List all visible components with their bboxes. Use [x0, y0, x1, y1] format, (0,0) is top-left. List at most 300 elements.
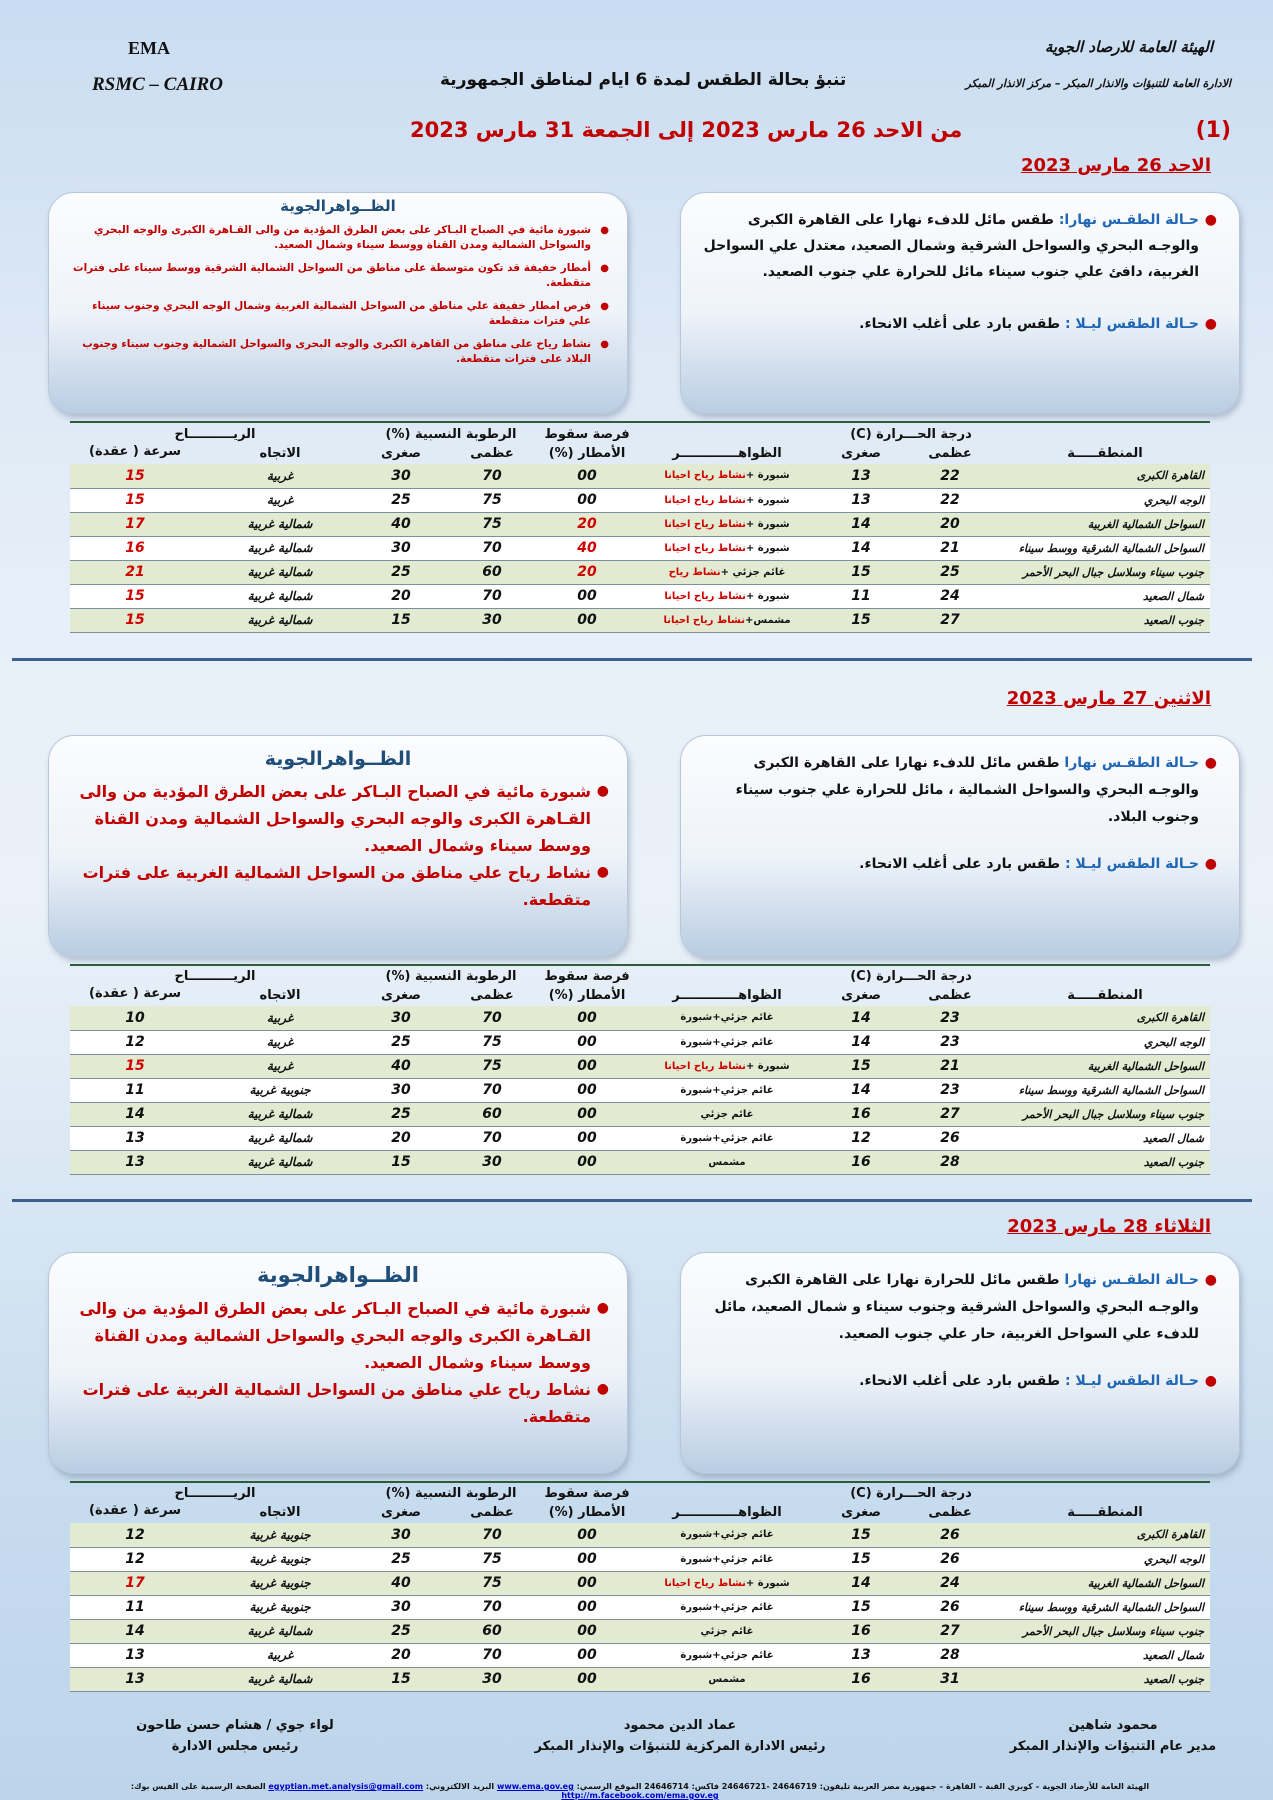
region-cell: السواحل الشمالية الغربية — [1000, 1054, 1210, 1078]
temp-min-cell: 14 — [822, 1030, 900, 1054]
region-header: المنطقـــــة — [1067, 446, 1143, 461]
temp-min-cell: 14 — [822, 1006, 900, 1030]
humidity-min-cell: 30 — [360, 1006, 442, 1030]
region-cell: القاهرة الكبرى — [1000, 1523, 1210, 1547]
temp-max-cell: 26 — [900, 1595, 1000, 1619]
rain-cell: 00 — [542, 1126, 632, 1150]
rain-cell: 00 — [542, 464, 632, 488]
temp-min-cell: 16 — [822, 1667, 900, 1691]
rain-cell: 00 — [542, 584, 632, 608]
table-row — [70, 560, 1210, 584]
humidity-max-cell: 70 — [442, 1006, 542, 1030]
phenomena-main: غائم جزئي+شبورة — [680, 1036, 774, 1048]
wind-direction-cell: غربية — [200, 488, 360, 512]
humidity-max-cell: 75 — [442, 1054, 542, 1078]
wind-speed-cell: 12 — [70, 1547, 200, 1571]
wind-speed-cell: 12 — [70, 1030, 200, 1054]
rain-cell: 40 — [542, 536, 632, 560]
rain-cell: 00 — [542, 1619, 632, 1643]
bullet-icon: ● — [596, 864, 609, 880]
region-cell: السواحل الشمالية الغربية — [1000, 1571, 1210, 1595]
wind-speed-cell: 17 — [70, 512, 200, 536]
wind-direction-cell: شمالية غربية — [200, 536, 360, 560]
phenomena-item: ● شبورة مائية في الصباح البـاكر على بعض الطرق المؤدية من والى القـاهرة الكبرى والوجه البحري والسواحل الشمالية ومدن القناة ووسط سيناء وشمال الصعيد. — [67, 1295, 609, 1376]
rain-cell: 00 — [542, 1523, 632, 1547]
table-row — [70, 512, 1210, 536]
phenomena-item: ● شبورة مائية في الصباح البـاكر على بعض الطرق المؤدية من والى القـاهرة الكبرى والوجه البحري والسواحل الشمالية ومدن القناة ووسط سيناء وشمال الصعيد. — [67, 778, 609, 859]
table-header-row — [70, 985, 1210, 1006]
phenomena-wind: نشاط رياح احيانا — [664, 1577, 746, 1589]
rain-cell: 00 — [542, 488, 632, 512]
humidity-max-cell: 70 — [442, 464, 542, 488]
humidity-min-cell: 20 — [360, 584, 442, 608]
phenomena-main: شبورة + — [745, 470, 790, 482]
rain-cell: 00 — [542, 1643, 632, 1667]
wind-header: الريــــــــــاح — [174, 1486, 256, 1501]
temp-min-header: صغرى — [841, 446, 881, 461]
wind-speed-header: سرعة ( عقدة) — [89, 444, 181, 459]
phenomena-cell — [632, 1547, 822, 1571]
temp-max-cell: 21 — [900, 1054, 1000, 1078]
humidity-max-cell: 75 — [442, 1030, 542, 1054]
temp-min-cell: 16 — [822, 1619, 900, 1643]
wind-direction-cell: شمالية غربية — [200, 1150, 360, 1174]
humidity-max-cell: 60 — [442, 1102, 542, 1126]
temp-max-cell: 20 — [900, 512, 1000, 536]
bullet-icon: ● — [1204, 316, 1217, 332]
humidity-min-header: صغرى — [381, 1505, 421, 1520]
table-top-line — [70, 1481, 1210, 1483]
temp-min-cell: 16 — [822, 1102, 900, 1126]
phenomena-cell — [632, 1126, 822, 1150]
humidity-min-cell: 40 — [360, 1571, 442, 1595]
table-row — [70, 1006, 1210, 1030]
signature-name: محمود شاهين — [1068, 1718, 1158, 1733]
region-cell: جنوب الصعيد — [1000, 1667, 1210, 1691]
phenomena-item: ● نشاط رياح على مناطق من القاهرة الكبرى والوجه البحرى والسواحل الشمالية وجنوب سيناء وجنوب البلاد على فترات متقطعة. — [82, 338, 609, 365]
rain-chance-header: فرصة سقوط — [544, 969, 630, 984]
bullet-icon: ● — [1204, 212, 1217, 228]
rain-cell: 20 — [542, 560, 632, 584]
humidity-header: الرطوبة النسبية (%) — [385, 1486, 517, 1501]
bullet-icon: ● — [600, 339, 609, 350]
wind-header: الريــــــــــاح — [174, 969, 256, 984]
day-state-text: طقس مائل للحرارة نهارا على القاهرة الكبرى والوجـه البحري والسواحل الشرقية وجنوب سيناء و شمال الصعيد، مائل للدفء علي السواحل الغربية، حار علي جنوب الصعيد. — [714, 1272, 1199, 1342]
temp-max-header: عظمى — [928, 988, 972, 1003]
temp-max-cell: 24 — [900, 584, 1000, 608]
temp-min-cell: 14 — [822, 1078, 900, 1102]
phenomena-cell — [632, 1054, 822, 1078]
humidity-header: الرطوبة النسبية (%) — [385, 969, 517, 984]
table-row — [70, 1102, 1210, 1126]
temp-max-header: عظمى — [928, 1505, 972, 1520]
table-row — [70, 464, 1210, 488]
wind-direction-cell: جنوبية غربية — [200, 1547, 360, 1571]
humidity-min-header: صغرى — [381, 988, 421, 1003]
wind-speed-cell: 11 — [70, 1595, 200, 1619]
humidity-max-cell: 70 — [442, 1523, 542, 1547]
wind-speed-header: سرعة ( عقدة) — [89, 1503, 181, 1518]
bullet-icon: ● — [596, 1300, 609, 1316]
phenomena-cell — [632, 1643, 822, 1667]
wind-direction-header: الاتجاه — [259, 1505, 301, 1520]
region-cell: السواحل الشمالية الغربية — [1000, 512, 1210, 536]
day-state-item — [699, 207, 1217, 285]
phenomena-main: مشمس — [708, 1673, 746, 1685]
header-department: الادارة العامة للتنبؤات والانذار المبكر – مركز الانذار المبكر — [965, 77, 1231, 90]
wind-direction-cell: شمالية غربية — [200, 1667, 360, 1691]
wind-speed-cell: 14 — [70, 1102, 200, 1126]
region-cell: الوجه البحري — [1000, 1030, 1210, 1054]
table-header-row — [70, 968, 1210, 985]
day-state-text: طقس مائل للدفء نهارا على القاهرة الكبرى والوجـه البحري والسواحل الشمالية ، مائل للحرارة علي جنوب سيناء وجنوب البلاد. — [735, 755, 1199, 825]
wind-speed-header: سرعة ( عقدة) — [89, 986, 181, 1001]
humidity-max-cell: 30 — [442, 608, 542, 632]
phenomena-cell — [632, 608, 822, 632]
phenomena-item: ● فرص امطار خفيفة علي مناطق من السواحل الشمالية الغربية وشمال الوجه البحري وجنوب سيناء علي فترات متقطعة — [92, 300, 609, 327]
humidity-max-cell: 70 — [442, 1078, 542, 1102]
phenomena-item: ● شبورة مائية في الصباح البـاكر على بعض الطرق المؤدية من والى القـاهرة الكبرى والوجه البحري والسواحل الشمالية ومدن القناة ووسط سيناء وشمال الصعيد. — [93, 224, 609, 251]
phenomena-header: الظواهـــــــــــــر — [672, 446, 782, 461]
temp-max-cell: 24 — [900, 1571, 1000, 1595]
rain-cell: 00 — [542, 1102, 632, 1126]
wind-direction-cell: شمالية غربية — [200, 1126, 360, 1150]
wind-direction-cell: غربية — [200, 1030, 360, 1054]
phenomena-title: الظــواهرالجوية — [280, 197, 396, 215]
bullet-icon: ● — [600, 263, 609, 274]
phenomena-title: الظــواهرالجوية — [257, 1263, 419, 1287]
temp-max-cell: 23 — [900, 1006, 1000, 1030]
rain-cell: 00 — [542, 1571, 632, 1595]
phenomena-box — [48, 192, 628, 414]
temp-min-cell: 15 — [822, 1547, 900, 1571]
rain-percent-header: الأمطار (%) — [548, 988, 626, 1003]
wind-direction-cell: شمالية غربية — [200, 1102, 360, 1126]
humidity-header: الرطوبة النسبية (%) — [385, 427, 517, 442]
phenomena-cell — [632, 1595, 822, 1619]
table-row — [70, 584, 1210, 608]
region-cell: القاهرة الكبرى — [1000, 1006, 1210, 1030]
region-cell: جنوب الصعيد — [1000, 608, 1210, 632]
phenomena-item: ● أمطار خفيفة قد تكون متوسطة على مناطق من السواحل الشمالية الشرقية ووسط سيناء على فترات متقطعة. — [73, 262, 609, 289]
table-top-line — [70, 964, 1210, 966]
page-title: تنبؤ بحالة الطقس لمدة 6 ايام لمناطق الجمهورية — [440, 70, 847, 90]
phenomena-main: غائم جزئي+شبورة — [680, 1553, 774, 1565]
th-blank — [1000, 426, 1210, 443]
phenomena-main: مشمس+ — [744, 614, 791, 626]
wind-direction-cell: غربية — [200, 1643, 360, 1667]
wind-speed-cell: 13 — [70, 1643, 200, 1667]
phenomena-main: شبورة + — [745, 494, 790, 506]
temp-min-cell: 14 — [822, 536, 900, 560]
phenomena-cell — [632, 1150, 822, 1174]
temp-min-cell: 15 — [822, 1595, 900, 1619]
humidity-min-cell: 40 — [360, 1054, 442, 1078]
region-cell: شمال الصعيد — [1000, 1126, 1210, 1150]
signature-left — [70, 1718, 400, 1754]
humidity-max-cell: 75 — [442, 512, 542, 536]
table-row — [70, 608, 1210, 632]
night-state-item — [699, 311, 1217, 337]
humidity-min-cell: 25 — [360, 1619, 442, 1643]
wind-speed-cell: 15 — [70, 464, 200, 488]
temp-min-cell: 15 — [822, 1523, 900, 1547]
humidity-max-cell: 70 — [442, 1643, 542, 1667]
phenomena-item: ● نشاط رياح علي مناطق من السواحل الشمالية الغربية على فترات متقطعة. — [67, 1376, 609, 1430]
wind-speed-cell: 10 — [70, 1006, 200, 1030]
forecast-table — [70, 1485, 1210, 1692]
forecast-table — [70, 968, 1210, 1175]
region-cell: شمال الصعيد — [1000, 584, 1210, 608]
temp-max-header: عظمى — [928, 446, 972, 461]
temp-max-cell: 27 — [900, 1619, 1000, 1643]
humidity-min-cell: 25 — [360, 1102, 442, 1126]
phenomena-wind: نشاط رياح احيانا — [664, 494, 746, 506]
temp-min-cell: 13 — [822, 464, 900, 488]
phenomena-cell — [632, 1523, 822, 1547]
humidity-min-cell: 15 — [360, 608, 442, 632]
phenomena-wind: نشاط رياح احيانا — [663, 614, 745, 626]
footer — [60, 1782, 1220, 1800]
phenomena-wind: نشاط رياح احيانا — [664, 470, 746, 482]
signature-right — [983, 1718, 1243, 1754]
phenomena-title: الظــواهرالجوية — [264, 748, 412, 770]
bullet-icon: ● — [1204, 1272, 1217, 1288]
signature-name: لواء جوي / هشام حسن طاحون — [136, 1718, 334, 1733]
phenomena-main: غائم جزئي — [700, 1108, 754, 1120]
bullet-icon: ● — [600, 301, 609, 312]
th-blank — [632, 426, 822, 443]
table-row — [70, 1030, 1210, 1054]
bullet-icon: ● — [600, 225, 609, 236]
humidity-min-cell: 20 — [360, 1643, 442, 1667]
facebook-link[interactable]: http://m.facebook.com/ema.gov.eg — [561, 1791, 719, 1800]
humidity-max-header: عظمى — [470, 446, 514, 461]
phenomena-main: غائم جزئي — [700, 1625, 754, 1637]
temp-min-header: صغرى — [841, 1505, 881, 1520]
page-number: (1) — [1195, 118, 1231, 143]
phenomena-cell — [632, 584, 822, 608]
rain-cell: 00 — [542, 1006, 632, 1030]
temp-min-cell: 14 — [822, 512, 900, 536]
region-cell: جنوب سيناء وسلاسل جبال البحر الأحمر — [1000, 1102, 1210, 1126]
bullet-icon: ● — [1204, 755, 1217, 771]
temp-max-cell: 31 — [900, 1667, 1000, 1691]
region-cell: جنوب الصعيد — [1000, 1150, 1210, 1174]
phenomena-main: غائم جزئي+شبورة — [680, 1132, 774, 1144]
table-row — [70, 1078, 1210, 1102]
day-title: الاثنين 27 مارس 2023 — [1006, 688, 1211, 709]
humidity-max-cell: 70 — [442, 1126, 542, 1150]
email-link[interactable]: egyptian.met.analysis@gmail.com — [268, 1782, 424, 1791]
wind-direction-header: الاتجاه — [259, 988, 301, 1003]
wind-speed-cell: 13 — [70, 1667, 200, 1691]
region-cell: الوجه البحري — [1000, 488, 1210, 512]
temp-max-cell: 27 — [900, 608, 1000, 632]
humidity-max-cell: 75 — [442, 1571, 542, 1595]
table-row — [70, 1054, 1210, 1078]
temp-max-cell: 23 — [900, 1078, 1000, 1102]
phenomena-cell — [632, 512, 822, 536]
table-row — [70, 1523, 1210, 1547]
humidity-min-cell: 15 — [360, 1667, 442, 1691]
section-divider — [12, 658, 1252, 661]
rain-cell: 00 — [542, 1150, 632, 1174]
wind-header: الريــــــــــاح — [174, 427, 256, 442]
wind-direction-cell: جنوبية غربية — [200, 1571, 360, 1595]
day-state-label: حـالة الطقـس نهارا — [1064, 1272, 1199, 1288]
phenomena-cell — [632, 1619, 822, 1643]
website-link[interactable]: www.ema.gov.eg — [496, 1782, 574, 1791]
phenomena-main: شبورة + — [745, 518, 790, 530]
phenomena-main: غائم جزئي+شبورة — [680, 1084, 774, 1096]
temp-max-cell: 21 — [900, 536, 1000, 560]
humidity-max-cell: 70 — [442, 1595, 542, 1619]
wind-speed-cell: 13 — [70, 1150, 200, 1174]
wind-speed-cell: 14 — [70, 1619, 200, 1643]
phenomena-header: الظواهـــــــــــــر — [672, 1505, 782, 1520]
table-row — [70, 1595, 1210, 1619]
signature-title: رئيس مجلس الادارة — [171, 1739, 299, 1754]
wind-speed-cell: 15 — [70, 608, 200, 632]
wind-direction-cell: شمالية غربية — [200, 1619, 360, 1643]
phenomena-cell — [632, 560, 822, 584]
wind-direction-cell: غربية — [200, 464, 360, 488]
temp-max-cell: 26 — [900, 1547, 1000, 1571]
phenomena-cell — [632, 464, 822, 488]
day-title: الثلاثاء 28 مارس 2023 — [1007, 1216, 1211, 1237]
table-row — [70, 1150, 1210, 1174]
humidity-max-cell: 30 — [442, 1150, 542, 1174]
humidity-max-cell: 70 — [442, 584, 542, 608]
phenomena-wind: نشاط رياح — [668, 566, 721, 578]
temp-min-cell: 11 — [822, 584, 900, 608]
table-header-row — [70, 443, 1210, 464]
region-cell: السواحل الشمالية الشرقية ووسط سيناء — [1000, 1078, 1210, 1102]
humidity-min-cell: 40 — [360, 512, 442, 536]
table-row — [70, 1667, 1210, 1691]
humidity-max-cell: 75 — [442, 488, 542, 512]
rain-cell: 00 — [542, 1054, 632, 1078]
temp-min-cell: 13 — [822, 1643, 900, 1667]
wind-speed-cell: 17 — [70, 1571, 200, 1595]
rain-cell: 20 — [542, 512, 632, 536]
wind-speed-cell: 11 — [70, 1078, 200, 1102]
phenomena-main: غائم جزئي+شبورة — [680, 1649, 774, 1661]
rain-cell: 00 — [542, 1030, 632, 1054]
humidity-max-cell: 60 — [442, 560, 542, 584]
temperature-header: درجة الحـــرارة (C) — [850, 1486, 972, 1501]
th-blank — [632, 1485, 822, 1502]
table-header-row — [70, 1485, 1210, 1502]
signature-title: مدير عام التنبؤات والإنذار المبكر — [1009, 1739, 1217, 1754]
wind-speed-cell: 15 — [70, 488, 200, 512]
day-state-text: طقس مائل للدفء نهارا على القاهرة الكبرى والوجـه البحري والسواحل الشرقية وشمال الصعيد، معتدل علي السواحل الغربية، دافئ علي جنوب سيناء مائل للحرارة علي جنوب الصعيد. — [703, 212, 1199, 280]
table-row — [70, 1571, 1210, 1595]
phenomena-wind: نشاط رياح احيانا — [664, 590, 746, 602]
table-header-row — [70, 1502, 1210, 1523]
rain-percent-header: الأمطار (%) — [548, 1505, 626, 1520]
temp-min-header: صغرى — [841, 988, 881, 1003]
phenomena-cell — [632, 1006, 822, 1030]
rain-chance-header: فرصة سقوط — [544, 1486, 630, 1501]
facebook-label: الصفحة الرسمية على الفيس بوك: — [130, 1782, 266, 1791]
forecast-table — [70, 426, 1210, 633]
temp-max-cell: 25 — [900, 560, 1000, 584]
wind-direction-cell: شمالية غربية — [200, 584, 360, 608]
temp-min-cell: 15 — [822, 608, 900, 632]
night-state-item — [699, 851, 1217, 878]
rain-percent-header: الأمطار (%) — [548, 446, 626, 461]
section-divider — [12, 1199, 1252, 1202]
temp-min-cell: 12 — [822, 1126, 900, 1150]
region-cell: شمال الصعيد — [1000, 1643, 1210, 1667]
humidity-max-cell: 75 — [442, 1547, 542, 1571]
weather-state-box — [680, 1252, 1240, 1474]
phenomena-wind: نشاط رياح احيانا — [664, 518, 746, 530]
wind-direction-cell: جنوبية غربية — [200, 1595, 360, 1619]
humidity-max-cell: 70 — [442, 536, 542, 560]
wind-direction-cell: غربية — [200, 1006, 360, 1030]
email-label: البريد الالكتروني: — [425, 1782, 495, 1791]
night-state-text: طقس بارد على أغلب الانحاء. — [859, 316, 1061, 332]
phenomena-main: مشمس — [708, 1156, 746, 1168]
phenomena-main: شبورة + — [745, 590, 790, 602]
phenomena-cell — [632, 1078, 822, 1102]
temp-max-cell: 26 — [900, 1126, 1000, 1150]
region-header: المنطقـــــة — [1067, 1505, 1143, 1520]
bullet-icon: ● — [596, 783, 609, 799]
phenomena-header: الظواهـــــــــــــر — [672, 988, 782, 1003]
night-state-label: حـالة الطقس ليـلا : — [1064, 856, 1199, 872]
temp-max-cell: 23 — [900, 1030, 1000, 1054]
region-cell: السواحل الشمالية الشرقية ووسط سيناء — [1000, 536, 1210, 560]
phenomena-main: غائم جزئي+شبورة — [680, 1529, 774, 1541]
wind-speed-cell: 12 — [70, 1523, 200, 1547]
header-rsmc: RSMC – CAIRO — [92, 74, 223, 95]
wind-direction-header: الاتجاه — [259, 446, 301, 461]
day-state-item — [699, 750, 1217, 831]
header-ema: EMA — [128, 38, 170, 58]
th-blank — [1000, 968, 1210, 985]
weather-state-box — [680, 735, 1240, 957]
night-state-text: طقس بارد على أغلب الانحاء. — [859, 856, 1061, 872]
day-title: الاحد 26 مارس 2023 — [1020, 155, 1211, 176]
temp-max-cell: 27 — [900, 1102, 1000, 1126]
temp-min-cell: 13 — [822, 488, 900, 512]
region-header: المنطقـــــة — [1067, 988, 1143, 1003]
temp-max-cell: 28 — [900, 1150, 1000, 1174]
phenomena-cell — [632, 1102, 822, 1126]
temp-min-cell: 16 — [822, 1150, 900, 1174]
humidity-min-cell: 25 — [360, 1030, 442, 1054]
region-cell: جنوب سيناء وسلاسل جبال البحر الأحمر — [1000, 560, 1210, 584]
wind-direction-cell: شمالية غربية — [200, 512, 360, 536]
rain-cell: 00 — [542, 1078, 632, 1102]
phenomena-wind: نشاط رياح احيانا — [664, 542, 746, 554]
footer-address: الهيئة العامة للأرصاد الجوية – كوبري القبة – القاهرة – جمهورية مصر العربية تليفون: 24646719 -24646721 فاكس: 24646714 الموقع الرسمي: — [576, 1782, 1150, 1791]
night-state-label: حـالة الطقس ليـلا : — [1064, 316, 1199, 332]
wind-direction-cell: غربية — [200, 1054, 360, 1078]
table-row — [70, 1643, 1210, 1667]
humidity-max-cell: 60 — [442, 1619, 542, 1643]
humidity-min-cell: 15 — [360, 1150, 442, 1174]
day-state-item — [699, 1267, 1217, 1348]
region-cell: القاهرة الكبرى — [1000, 464, 1210, 488]
humidity-min-cell: 30 — [360, 464, 442, 488]
temp-max-cell: 28 — [900, 1643, 1000, 1667]
phenomena-main: غائم جزئي+شبورة — [680, 1012, 774, 1024]
